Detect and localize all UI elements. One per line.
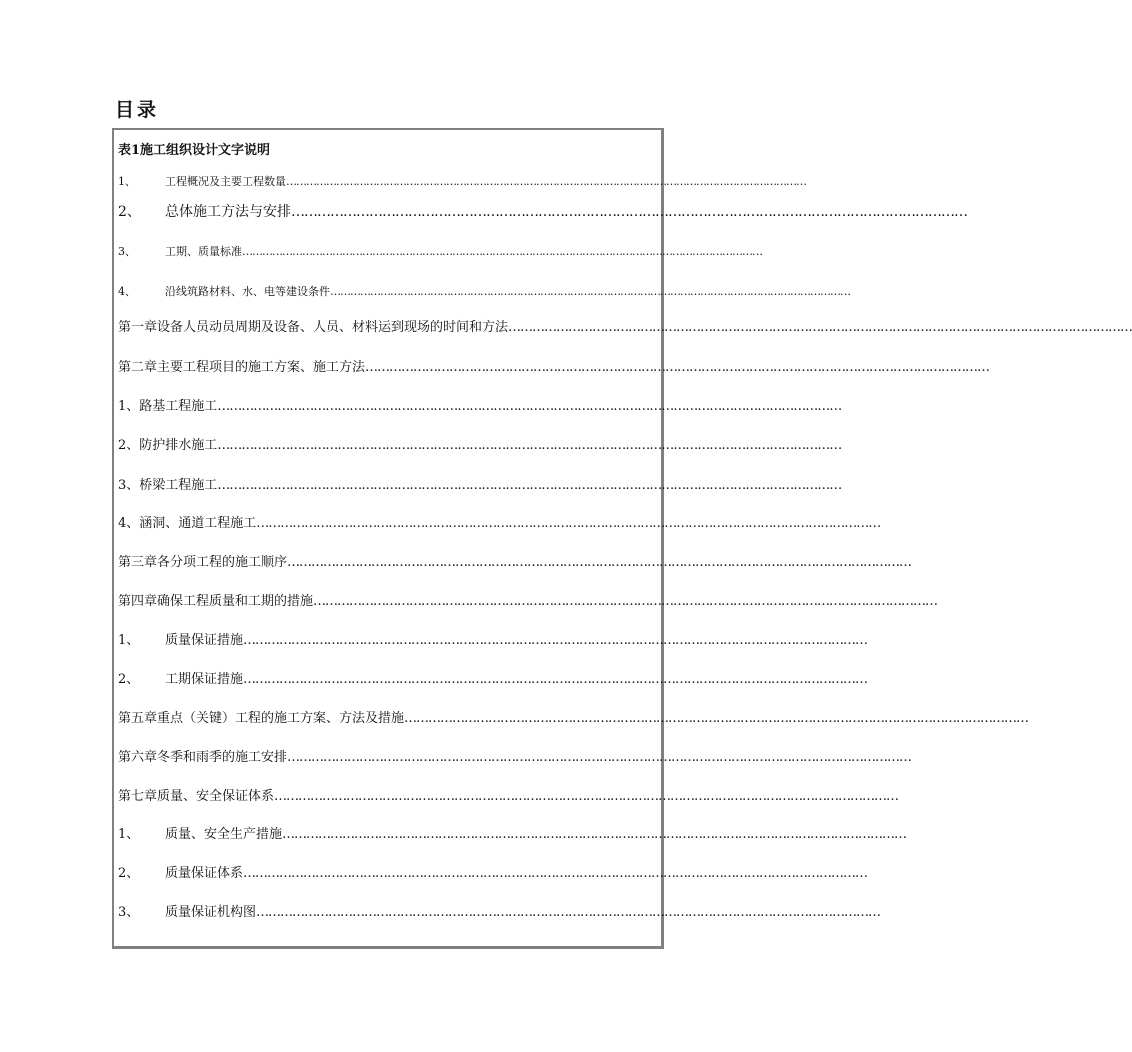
toc-number: 3、 bbox=[118, 245, 136, 258]
toc-number: 2、 bbox=[118, 866, 140, 881]
toc-entry[interactable] bbox=[118, 244, 762, 260]
toc-leader: ………………………………………………………………………………………………………………………………………… bbox=[287, 555, 912, 570]
toc-text: 质量保证机构图 bbox=[165, 905, 257, 920]
toc-text: 沿线筑路材料、水、电等建设条件 bbox=[165, 285, 330, 298]
toc-leader: ………………………………………………………………………………………………………………………………………… bbox=[404, 711, 1029, 726]
toc-text: 质量保证措施 bbox=[165, 633, 244, 648]
toc-leader: ………………………………………………………………………………………………………………………………………… bbox=[243, 633, 868, 648]
toc-entry[interactable] bbox=[118, 516, 881, 532]
toc-entry[interactable] bbox=[118, 360, 990, 376]
toc-entry[interactable] bbox=[118, 672, 868, 688]
toc-leader: ………………………………………………………………………………………………………………………………………… bbox=[242, 245, 762, 258]
toc-text: 工期、质量标准 bbox=[165, 245, 242, 258]
toc-entry[interactable] bbox=[118, 204, 967, 220]
toc-text: 1、路基工程施工 bbox=[118, 399, 218, 414]
toc-text: 第四章确保工程质量和工期的措施 bbox=[118, 594, 314, 609]
toc-text: 第五章重点（关键）工程的施工方案、方法及措施 bbox=[118, 711, 405, 726]
toc-number: 1、 bbox=[118, 633, 140, 648]
toc-entry[interactable] bbox=[118, 438, 842, 454]
toc-entry[interactable] bbox=[118, 866, 868, 882]
toc-entry[interactable] bbox=[118, 174, 806, 190]
toc-text: 表1施工组织设计文字说明 bbox=[118, 143, 271, 158]
toc-entry[interactable] bbox=[118, 284, 850, 300]
toc-text: 质量保证体系 bbox=[165, 866, 244, 881]
toc-text: 工期保证措施 bbox=[165, 672, 244, 687]
toc-text: 质量、安全生产措施 bbox=[165, 827, 283, 842]
toc-entry[interactable] bbox=[118, 750, 912, 766]
toc-leader: ………………………………………………………………………………………………………………………………………… bbox=[256, 516, 881, 531]
toc-leader: ………………………………………………………………………………………………………………………………………… bbox=[274, 789, 899, 804]
toc-leader: ………………………………………………………………………………………………………………………………………… bbox=[291, 204, 967, 220]
toc-number: 3、 bbox=[118, 905, 140, 920]
toc-entry[interactable] bbox=[118, 905, 881, 921]
toc-leader: ………………………………………………………………………………………………………………………………………… bbox=[313, 594, 938, 609]
toc-leader: ………………………………………………………………………………………………………………………………………… bbox=[508, 320, 1132, 335]
toc-number: 4、 bbox=[118, 285, 136, 298]
toc-leader: ………………………………………………………………………………………………………………………………………… bbox=[287, 750, 912, 765]
toc-entry[interactable] bbox=[118, 827, 907, 843]
toc-number: 2、 bbox=[118, 672, 140, 687]
toc-entry[interactable] bbox=[118, 555, 912, 571]
toc-text: 工程概况及主要工程数量 bbox=[165, 175, 286, 188]
toc-leader: ………………………………………………………………………………………………………………………………………… bbox=[286, 175, 806, 188]
toc-entry[interactable] bbox=[118, 594, 938, 610]
toc-entry[interactable] bbox=[118, 399, 842, 415]
toc-text: 4、涵洞、通道工程施工 bbox=[118, 516, 257, 531]
toc-text: 总体施工方法与安排 bbox=[165, 204, 291, 220]
toc-leader: ………………………………………………………………………………………………………………………………………… bbox=[243, 672, 868, 687]
toc-text: 2、防护排水施工 bbox=[118, 438, 218, 453]
toc-entry[interactable] bbox=[118, 478, 842, 494]
toc-heading: 目录 bbox=[115, 99, 160, 121]
toc-leader: ………………………………………………………………………………………………………………………………………… bbox=[217, 399, 842, 414]
toc-text: 第七章质量、安全保证体系 bbox=[118, 789, 275, 804]
toc-entry[interactable] bbox=[118, 633, 868, 649]
toc-number: 1、 bbox=[118, 827, 140, 842]
toc-leader: ………………………………………………………………………………………………………………………………………… bbox=[217, 438, 842, 453]
toc-entry[interactable] bbox=[118, 320, 1132, 336]
toc-leader: ………………………………………………………………………………………………………………………………………… bbox=[282, 827, 907, 842]
toc-entry[interactable] bbox=[118, 711, 1029, 727]
toc-leader: ………………………………………………………………………………………………………………………………………… bbox=[330, 285, 850, 298]
toc-leader: ………………………………………………………………………………………………………………………………………… bbox=[217, 478, 842, 493]
toc-text: 第三章各分项工程的施工顺序 bbox=[118, 555, 288, 570]
toc-text: 第二章主要工程项目的施工方案、施工方法 bbox=[118, 360, 366, 375]
toc-text: 第一章设备人员动员周期及设备、人员、材料运到现场的时间和方法 bbox=[118, 320, 509, 335]
toc-text: 3、桥梁工程施工 bbox=[118, 478, 218, 493]
toc-text: 第六章冬季和雨季的施工安排 bbox=[118, 750, 288, 765]
toc-leader: ………………………………………………………………………………………………………………………………………… bbox=[243, 866, 868, 881]
toc-number: 2、 bbox=[118, 204, 141, 220]
toc-title bbox=[118, 143, 318, 159]
toc-number: 1、 bbox=[118, 175, 136, 188]
toc-leader: ………………………………………………………………………………………………………………………………………… bbox=[256, 905, 881, 920]
toc-leader: ………………………………………………………………………………………………………………………………………… bbox=[365, 360, 990, 375]
toc-entry[interactable] bbox=[118, 789, 899, 805]
